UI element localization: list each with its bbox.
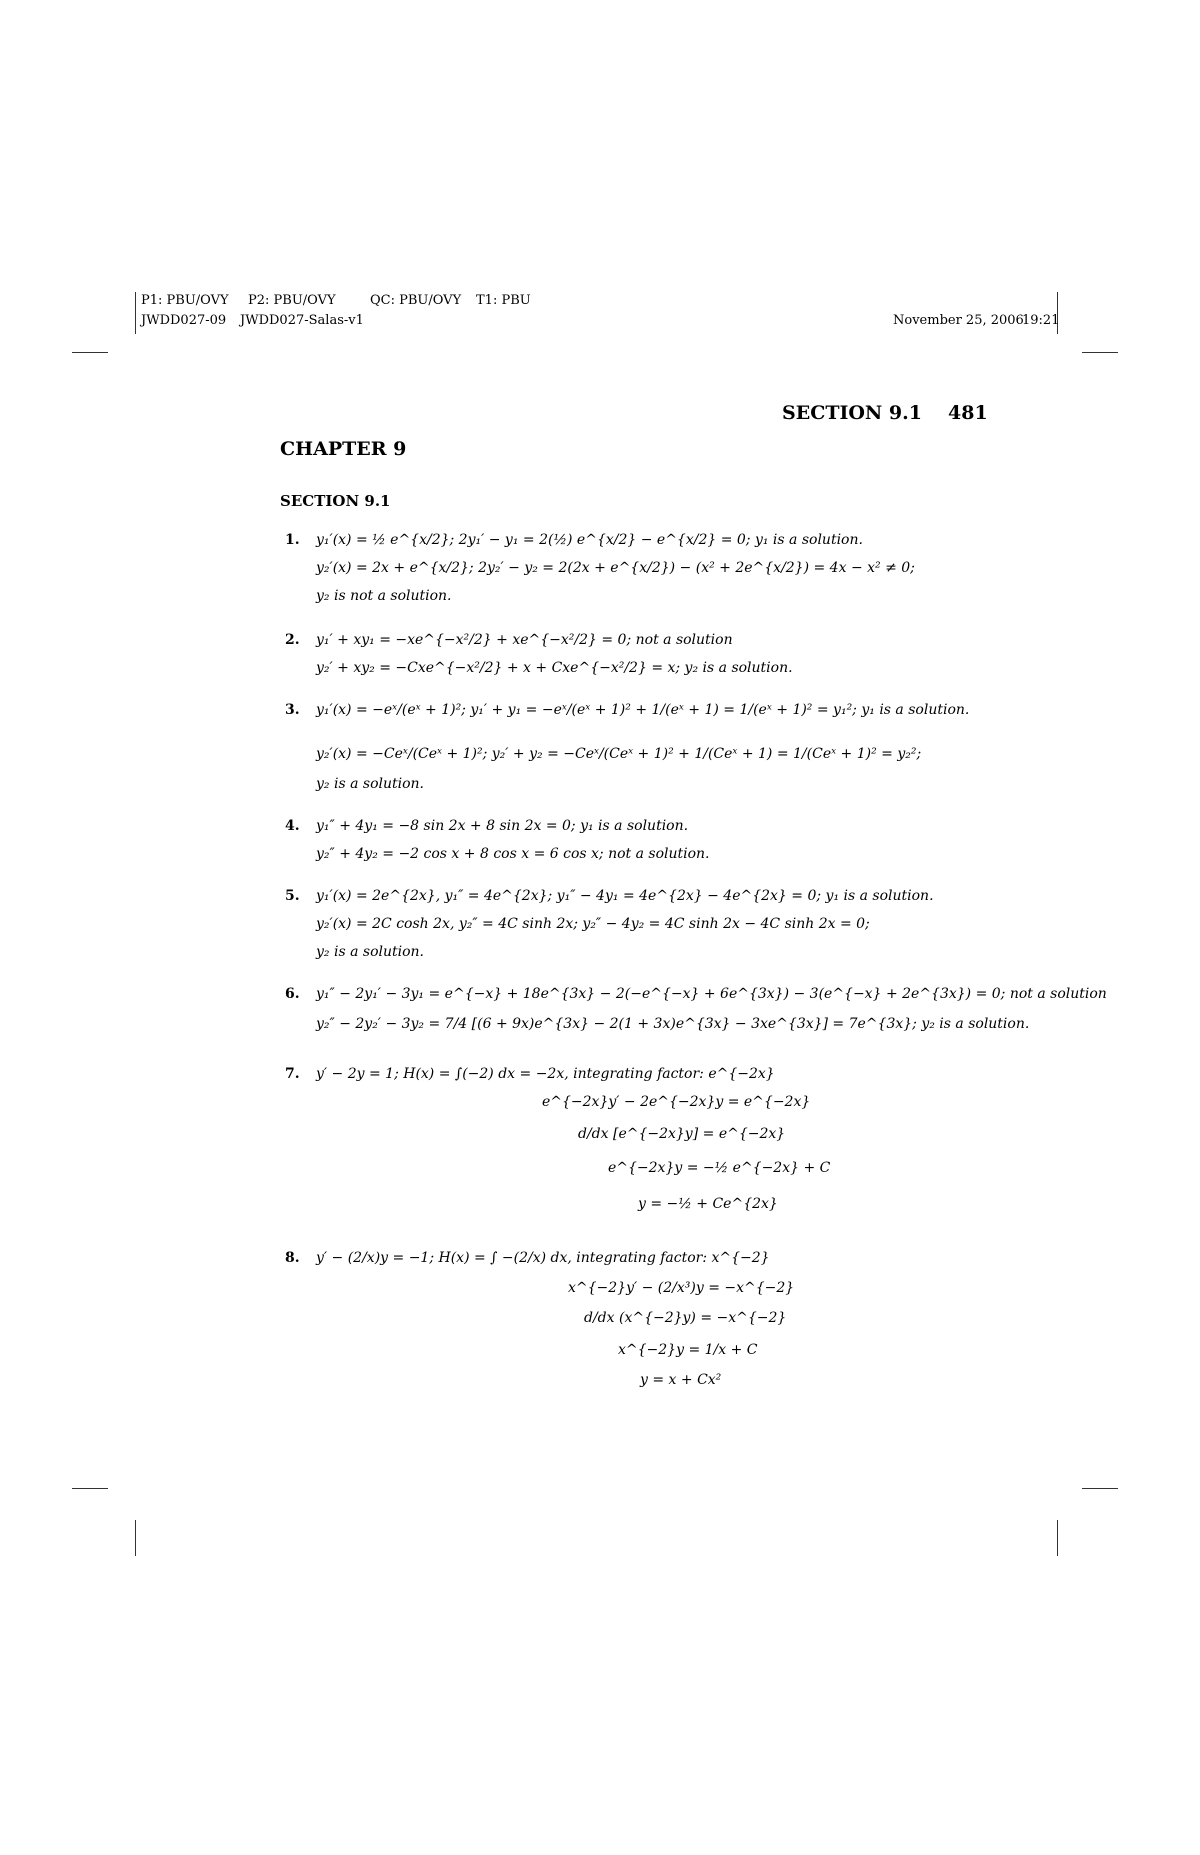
- header-date: November 25, 2006: [893, 313, 1024, 328]
- trim-mark-top-left: [72, 352, 108, 353]
- section-title: SECTION 9.1: [280, 492, 391, 510]
- problem-number: 8.: [285, 1250, 300, 1266]
- problem-line: y₂″ − 2y₂′ − 3y₂ = 7/4 [(6 + 9x)e^{3x} − 2(1 + 3x)e^{3x} − 3xe^{3x}] = 7e^{3x}; y₂ is a solution.: [316, 1016, 1030, 1032]
- problem-line: y = x + Cx²: [640, 1372, 722, 1388]
- problem-line: x^{−2}y′ − (2/x³)y = −x^{−2}: [568, 1280, 795, 1296]
- problem-number: 5.: [285, 888, 300, 904]
- header-qc: QC: PBU/OVY: [370, 293, 462, 308]
- problem-number: 3.: [285, 702, 300, 718]
- problem-line: e^{−2x}y′ − 2e^{−2x}y = e^{−2x}: [542, 1094, 811, 1110]
- problem-line: y₂′(x) = 2C cosh 2x, y₂″ = 4C sinh 2x; y₂″ − 4y₂ = 4C sinh 2x − 4C sinh 2x = 0;: [316, 916, 870, 932]
- header-p2: P2: PBU/OVY: [248, 293, 336, 308]
- problem-line: y₁′(x) = 2e^{2x}, y₁″ = 4e^{2x}; y₁″ − 4y₁ = 4e^{2x} − 4e^{2x} = 0; y₁ is a solution.: [316, 888, 934, 904]
- header-p1: P1: PBU/OVY: [141, 293, 229, 308]
- problem-line: y′ − (2/x)y = −1; H(x) = ∫ −(2/x) dx, integrating factor: x^{−2}: [316, 1250, 770, 1266]
- header-code-book: JWDD027-Salas-v1: [240, 313, 364, 328]
- problem-line: y₂ is not a solution.: [316, 588, 452, 604]
- problem-number: 1.: [285, 532, 300, 548]
- problem-line: y₂′(x) = −Ceˣ/(Ceˣ + 1)²; y₂′ + y₂ = −Ceˣ/(Ceˣ + 1)² + 1/(Ceˣ + 1) = 1/(Ceˣ + 1)² = y₂²;: [316, 746, 922, 762]
- header-code-chapter: JWDD027-09: [141, 313, 227, 328]
- crop-mark-bottom-left: [135, 1520, 136, 1556]
- problem-number: 6.: [285, 986, 300, 1002]
- trim-mark-top-right: [1082, 352, 1118, 353]
- header-t1: T1: PBU: [476, 293, 531, 308]
- problem-number: 4.: [285, 818, 300, 834]
- problem-line: y′ − 2y = 1; H(x) = ∫(−2) dx = −2x, integrating factor: e^{−2x}: [316, 1066, 775, 1082]
- problem-line: y₁″ + 4y₁ = −8 sin 2x + 8 sin 2x = 0; y₁ is a solution.: [316, 818, 689, 834]
- chapter-title: CHAPTER 9: [280, 438, 407, 460]
- crop-mark-top-left: [135, 292, 136, 334]
- crop-mark-bottom-right: [1057, 1520, 1058, 1556]
- problem-line: y₂ is a solution.: [316, 776, 424, 792]
- problem-line: x^{−2}y = 1/x + C: [618, 1342, 758, 1358]
- problem-line: y = −½ + Ce^{2x}: [638, 1196, 778, 1212]
- problem-line: y₁′(x) = −eˣ/(eˣ + 1)²; y₁′ + y₁ = −eˣ/(eˣ + 1)² + 1/(eˣ + 1) = 1/(eˣ + 1)² = y₁²; y₁ is a solution.: [316, 702, 970, 718]
- problem-line: d/dx (x^{−2}y) = −x^{−2}: [584, 1310, 787, 1326]
- page-number: 481: [948, 402, 988, 424]
- header-time: 19:21: [1022, 313, 1060, 328]
- problem-line: y₁′(x) = ½ e^{x/2}; 2y₁′ − y₁ = 2(½) e^{x/2} − e^{x/2} = 0; y₁ is a solution.: [316, 532, 863, 548]
- problem-line: y₁′ + xy₁ = −xe^{−x²/2} + xe^{−x²/2} = 0; not a solution: [316, 632, 733, 648]
- problem-number: 7.: [285, 1066, 300, 1082]
- problem-number: 2.: [285, 632, 300, 648]
- problem-line: y₂ is a solution.: [316, 944, 424, 960]
- running-head-section: SECTION 9.1: [782, 402, 922, 424]
- problem-line: y₂′ + xy₂ = −Cxe^{−x²/2} + x + Cxe^{−x²/2} = x; y₂ is a solution.: [316, 660, 793, 676]
- problem-line: e^{−2x}y = −½ e^{−2x} + C: [608, 1160, 831, 1176]
- trim-mark-bottom-right: [1082, 1488, 1118, 1489]
- problem-line: y₁″ − 2y₁′ − 3y₁ = e^{−x} + 18e^{3x} − 2(−e^{−x} + 6e^{3x}) − 3(e^{−x} + 2e^{3x}) = 0; not a solution: [316, 986, 1107, 1002]
- problem-line: d/dx [e^{−2x}y] = e^{−2x}: [578, 1126, 786, 1142]
- problem-line: y₂′(x) = 2x + e^{x/2}; 2y₂′ − y₂ = 2(2x + e^{x/2}) − (x² + 2e^{x/2}) = 4x − x² ≠ 0;: [316, 560, 915, 576]
- trim-mark-bottom-left: [72, 1488, 108, 1489]
- problem-line: y₂″ + 4y₂ = −2 cos x + 8 cos x = 6 cos x; not a solution.: [316, 846, 710, 862]
